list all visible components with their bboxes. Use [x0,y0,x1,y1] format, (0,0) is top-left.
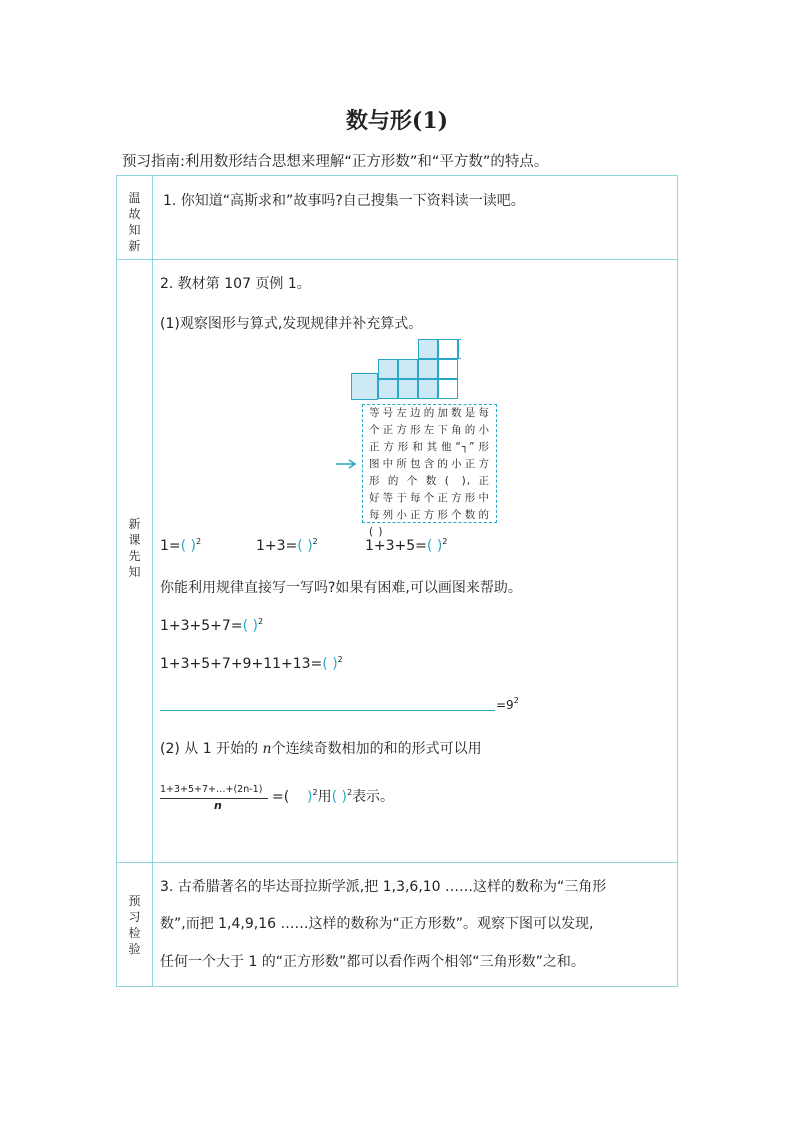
page-title: 数与形(1) [345,108,449,134]
square-3-edge [458,339,461,359]
square-3-cell [438,359,458,379]
square-1 [351,373,378,400]
fraction-answer: =( )$^2$用( )$^2$表示。 [272,788,395,805]
question-1: 1. 你知道“高斯求和”故事吗?自己搜集一下资料读一读吧。 [163,193,525,209]
equation-4: 1+3+5+7=( )$^2$ [160,617,264,634]
equation-6-right: $=9^2$ [496,696,519,712]
equation-5: 1+3+5+7+9+11+13=( )$^2$ [160,655,343,672]
equation-3: 1+3+5=( )$^2$ [365,537,448,554]
square-3-cell [418,339,438,359]
square-3-cell [438,379,458,399]
part-2-instruction: (2) 从 1 开始的 n个连续奇数相加的和的形式可以用 [160,741,482,757]
row-divider-2 [117,862,677,863]
square-3-cell [418,359,438,379]
section-label-review: 温 故 知 新 [128,191,141,253]
odd-square-figure [351,339,461,401]
question-3-line-3: 任何一个大于 1 的“正方形数”都可以看作两个相邻“三角形数”之和。 [160,954,585,970]
section-label-new: 新 课 先 知 [128,517,141,579]
equation-1: 1=( )$^2$ [160,537,202,554]
arrow-right-icon [336,458,358,470]
write-prompt: 你能利用规律直接写一写吗?如果有困难,可以画图来帮助。 [160,580,522,596]
preview-guide: 预习指南:利用数形结合思想来理解“正方形数”和“平方数”的特点。 [122,154,549,170]
answer-blank-line[interactable] [160,710,495,711]
fraction-numerator: 1+3+5+7+…+(2n-1) [160,784,263,795]
square-2-cell [378,379,398,399]
row-divider-1 [117,259,677,260]
question-2: 2. 教材第 107 页例 1。 [160,276,311,292]
fraction-denominator: n [214,799,222,812]
square-3-cell [418,379,438,399]
question-3-line-2: 数”,而把 1,4,9,16 ……这样的数称为“正方形数”。观察下图可以发现, [160,916,594,932]
square-2-cell [378,359,398,379]
part-1-instruction: (1)观察图形与算式,发现规律并补充算式。 [160,316,423,332]
square-2-cell [398,379,418,399]
hint-note-box: 等号左边的加数是每 个正方形左下角的小 正方形和其他“┐”形 图中所包含的小正方 形的个数( ),正 好等于每个正方形中 每列小正方形个数的 ( ) [362,404,497,523]
section-label-check: 预 习 检 验 [128,894,141,956]
label-column-divider [152,176,153,986]
equation-2: 1+3=( )$^2$ [256,537,318,554]
square-3-cell [438,339,458,359]
square-2-cell [398,359,418,379]
question-3-line-1: 3. 古希腊著名的毕达哥拉斯学派,把 1,3,6,10 ……这样的数称为“三角形 [160,879,607,895]
